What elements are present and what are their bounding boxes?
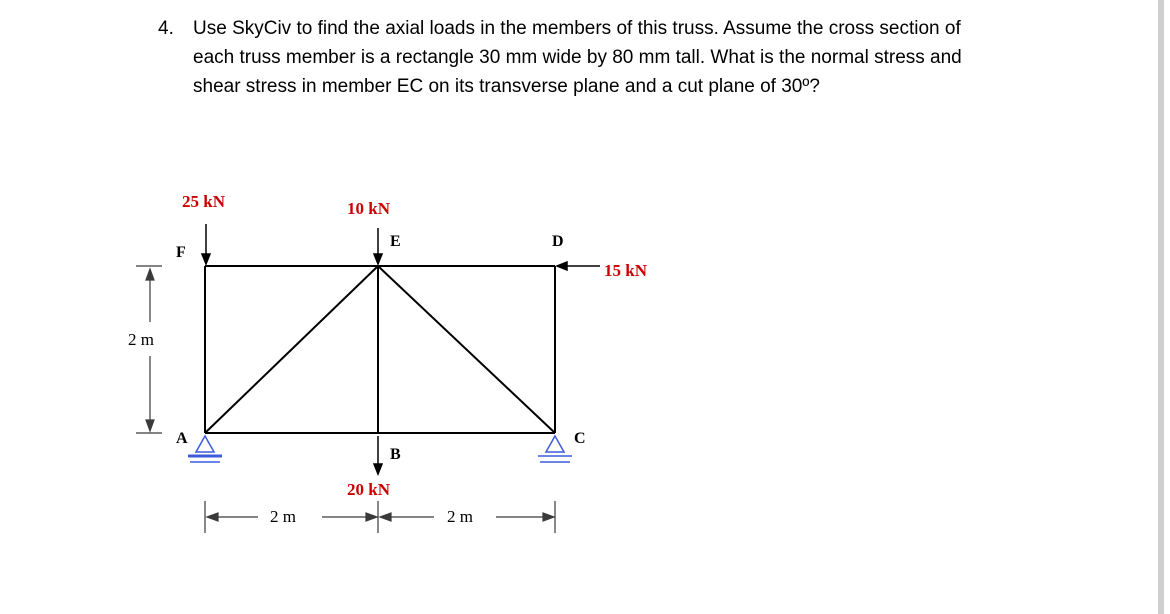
height-dimension-label: 2 m <box>128 330 154 349</box>
node-label-f: F <box>176 244 186 261</box>
load-arrows <box>202 224 600 474</box>
node-label-c: C <box>574 430 586 447</box>
load-label-f: 25 kN <box>182 192 225 211</box>
node-label-e: E <box>390 233 401 250</box>
question-line: Use SkyCiv to find the axial loads in the members of this truss. Assume the cross section of <box>193 18 961 39</box>
arrowhead-f <box>202 254 210 264</box>
load-label-e: 10 kN <box>347 199 390 218</box>
question-number: 4. <box>158 18 174 39</box>
member-ec <box>378 266 555 433</box>
span-dimension <box>205 501 555 533</box>
arrowhead-b <box>374 464 382 474</box>
question-line: each truss member is a rectangle 30 mm wide by 80 mm tall. What is the normal stress and <box>193 47 962 68</box>
height-dimension <box>136 266 162 433</box>
support-c <box>538 436 572 462</box>
support-a <box>188 436 222 462</box>
arrowhead-d <box>557 262 567 270</box>
node-label-d: D <box>552 233 564 250</box>
load-label-b: 20 kN <box>347 480 390 499</box>
question-line: shear stress in member EC on its transverse plane and a cut plane of 30º? <box>193 76 820 97</box>
truss-members <box>205 266 555 433</box>
member-ae <box>205 266 378 433</box>
scrollbar[interactable] <box>1158 0 1164 614</box>
node-label-b: B <box>390 446 401 463</box>
span-left-label: 2 m <box>270 507 296 526</box>
node-label-a: A <box>176 430 188 447</box>
load-label-d: 15 kN <box>604 261 647 280</box>
span-right-label: 2 m <box>447 507 473 526</box>
arrowhead-e <box>374 254 382 264</box>
